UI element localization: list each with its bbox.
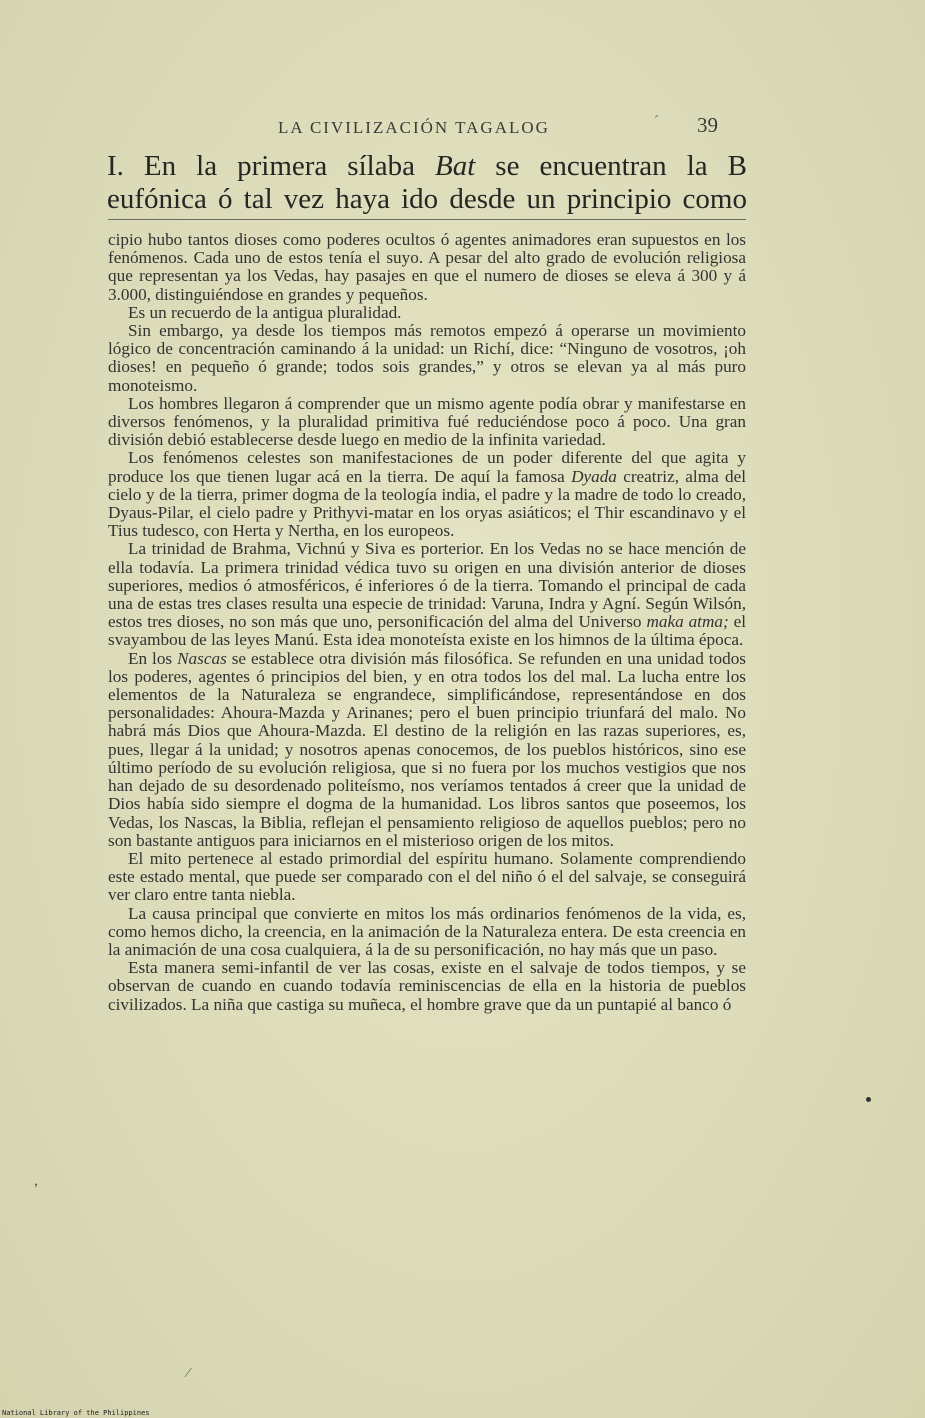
heading-line1-italic: Bat xyxy=(434,150,476,182)
stray-mark: ˊ xyxy=(654,114,659,129)
scan-credit: National Library of the Philippines xyxy=(2,1409,150,1417)
divider-rule xyxy=(108,219,746,220)
paragraph: Los fenómenos celestes son manifestaciones de un poder diferente del que agita y produce los que tienen lugar acá en la tierra. De aquí la famosa Dyada creatriz, alma del cielo y de la tierra, primer dogma de la teología india, el padre y la madre de todo lo creado, Dyaus-Pilar, el cielo padre y Prithyvi-matar en los oryas asiáticos; el Thir escandinavo y el Tius tudesco, con Herta y Nertha, en los europeos. xyxy=(108,448,746,541)
ink-speck xyxy=(866,1097,871,1102)
paragraph: El mito pertenece al estado primordial del espíritu humano. Solamente comprendiendo este estado mental, que puede ser comparado con el del niño ó el del salvaje, se conseguirá ver claro entre tanta niebla. xyxy=(108,848,746,905)
paragraph: En los Nascas se establece otra división más filosófica. Se refunden en una unidad todos los poderes, agentes ó principios del bien, y en otra todos los del mal. La lucha entre los elementos de la Naturaleza se engrandece, simplificándose, representándose en dos personalidades: Ahoura-Mazda y Arinanes; pero el buen principio triunfará del malo. No habrá más Dios que Ahoura-Mazda. El destino de la religión en las razas superiores, es, pues, llegar á la unidad; y nosotros apenas conocemos, de los pueblos históricos, sino ese último período de su evolución religiosa, que si no fuera por los muchos vestigios que nos han dejado de su desordenado politeísmo, nos veríamos tentados á creer que la unidad de Dios había sido siempre el dogma de la humanidad. Los libros santos que poseemos, los Vedas, los Nascas, la Biblia, reflejan el pensamiento religioso de aquellos pueblos; pero no son bastante antiguos para iniciarnos en el misterioso origen de los mitos. xyxy=(108,648,747,850)
paragraph: cipio hubo tantos dioses como poderes ocultos ó agentes animadores eran supuestos en los fenómenos. Cada uno de estos tenía el suyo. A pesar del alto grado de evolución religiosa que representan ya los Vedas, hay pasajes en que el numero de dioses se eleva á 300 y á 3.000, distinguiéndose en grandes y pequeños. xyxy=(108,230,746,304)
heading-line2: eufónica ó tal vez haya ido desde un principio como xyxy=(107,183,747,215)
body-text xyxy=(108,231,746,1014)
paragraph: Esta manera semi-infantil de ver las cosas, existe en el salvaje de todos tiempos, y se observan de cuando en cuando todavía reminiscencias de ella en la historia de pueblos civilizados. La niña que castiga su muñeca, el hombre grave que da un puntapié al banco ó xyxy=(108,958,746,1014)
paragraph: Los hombres llegaron á comprender que un mismo agente podía obrar y manifestarse en diversos fenómenos, y la pluralidad primitiva fué reduciéndose poco á poco. Una gran división debió establecerse desde luego en medio de la infinita variedad. xyxy=(108,393,746,450)
stray-mark: ⁄ xyxy=(187,1366,190,1381)
paragraph: Es un recuerdo de la antigua pluralidad. xyxy=(128,302,402,322)
stray-mark: , xyxy=(34,1172,38,1189)
heading-line1-suffix: se encuentran la B xyxy=(475,150,747,182)
paragraph: La trinidad de Brahma, Vichnú y Siva es porterior. En los Vedas no se hace mención de ella todavía. La primera trinidad védica tuvo su origen en una división anterior de dioses superiores, medios ó atmosféricos, é inferiores ó de la tierra. Tomando el principal de cada una de estas tres clases resulta una especie de trinidad: Varuna, Indra y Agní. Según Wilsón, estos tres dioses, no son más que uno, personificación del alma del Universo maka atma; el svayambou de las leyes Manú. Esta idea monoteísta existe en los himnos de la última época. xyxy=(108,539,747,650)
heading-line1-prefix: I. En la primera sílaba xyxy=(107,150,435,182)
running-title: LA CIVILIZACIÓN TAGALOG xyxy=(278,118,550,137)
pasted-heading xyxy=(107,150,747,216)
paragraph: La causa principal que convierte en mitos los más ordinarios fenómenos de la vida, es, como hemos dicho, la creencia, en la animación de la Naturaleza entera. De esta creencia en la animación de una cosa cualquiera, á la de su personificación, no hay más que un paso. xyxy=(108,903,746,959)
page-number: 39 xyxy=(697,113,718,137)
paragraph: Sin embargo, ya desde los tiempos más remotos empezó á operarse un movimiento lógico de concentración caminando á la unidad: un Richí, dice: “Ninguno de vosotros, ¡oh dioses! en pequeño ó grande; todos sois grandes,” y otros se elevan ya al más puro monoteismo. xyxy=(108,321,746,395)
